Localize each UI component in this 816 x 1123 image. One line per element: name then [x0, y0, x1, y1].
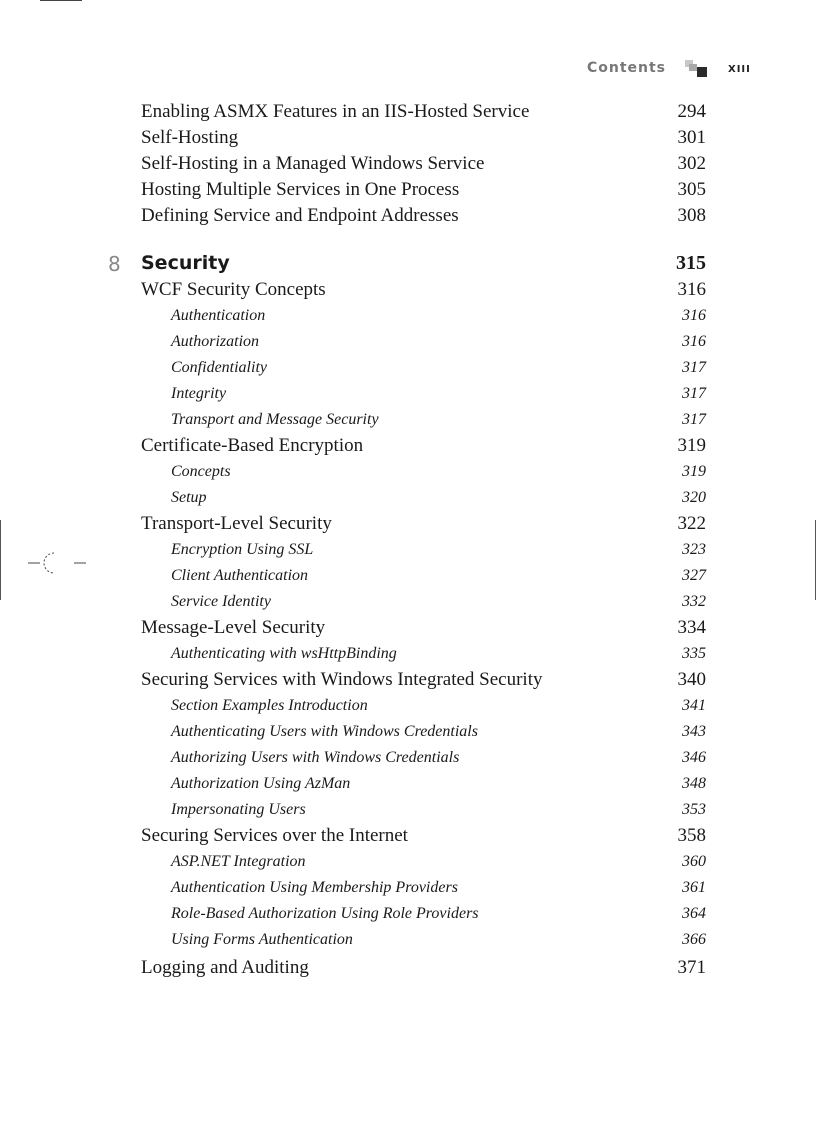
toc-subsection-title: Concepts	[171, 463, 231, 480]
toc-subsection-page: 316	[682, 333, 706, 350]
toc-subsection-page: 316	[682, 307, 706, 324]
toc-entry[interactable]	[0, 99, 816, 125]
toc-section-title: Certificate-Based Encryption	[141, 435, 364, 456]
toc-subsection[interactable]	[0, 641, 816, 667]
toc-subsection[interactable]	[0, 537, 816, 563]
toc-subsection[interactable]	[0, 693, 816, 719]
toc-entry-page: 294	[677, 101, 706, 122]
toc-subsection-page: 317	[682, 411, 706, 428]
toc-section[interactable]	[0, 667, 816, 693]
toc-subsection[interactable]	[0, 875, 816, 901]
toc-section[interactable]	[0, 433, 816, 459]
toc-subsection-page: 360	[682, 853, 706, 870]
toc-section-title: Message-Level Security	[141, 617, 326, 638]
toc-subsection-title: Impersonating Users	[171, 801, 306, 818]
toc-subsection-page: 346	[682, 749, 706, 766]
toc-subsection-title: Using Forms Authentication	[171, 931, 353, 948]
toc-subsection-title: Authorizing Users with Windows Credentials	[171, 749, 460, 766]
running-header	[0, 60, 816, 80]
chapter-number: 8	[108, 252, 121, 276]
toc-entry-page: 302	[677, 153, 706, 174]
toc-section-page: 371	[677, 957, 706, 978]
toc-entry[interactable]	[0, 177, 816, 203]
toc-entry-page: 305	[677, 179, 706, 200]
toc-subsection-title: Confidentiality	[171, 359, 267, 376]
toc-subsection-title: ASP.NET Integration	[171, 853, 306, 870]
toc-subsection[interactable]	[0, 719, 816, 745]
toc-section-page: 358	[677, 825, 706, 846]
toc-section[interactable]	[0, 511, 816, 537]
toc-subsection[interactable]	[0, 797, 816, 823]
toc-subsection-page: 366	[682, 931, 706, 948]
toc-section-page: 316	[677, 279, 706, 300]
toc-section-page: 319	[677, 435, 706, 456]
toc-entry[interactable]	[0, 151, 816, 177]
toc-subsection-page: 353	[682, 801, 706, 818]
header-section-label: Contents	[586, 60, 666, 76]
toc-section[interactable]	[0, 823, 816, 849]
header-page-number: XIII	[728, 64, 751, 75]
toc-subsection-page: 320	[682, 489, 706, 506]
toc-entry-title: Self-Hosting	[141, 127, 239, 148]
toc-subsection[interactable]	[0, 329, 816, 355]
toc-subsection[interactable]	[0, 303, 816, 329]
toc-subsection[interactable]	[0, 771, 816, 797]
toc-subsection-title: Transport and Message Security	[171, 411, 379, 428]
toc-subsection-page: 335	[682, 645, 706, 662]
toc-section-title: WCF Security Concepts	[141, 279, 326, 300]
toc-subsection[interactable]	[0, 901, 816, 927]
toc-subsection[interactable]	[0, 563, 816, 589]
toc-entry[interactable]	[0, 125, 816, 151]
toc-subsection[interactable]	[0, 407, 816, 433]
toc-subsection-page: 364	[682, 905, 706, 922]
toc-subsection-page: 319	[682, 463, 706, 480]
toc-subsection-title: Authenticating with wsHttpBinding	[171, 645, 397, 662]
toc-entry-title: Self-Hosting in a Managed Windows Service	[141, 153, 485, 174]
chapter-heading[interactable]	[0, 252, 816, 278]
toc-subsection-page: 348	[682, 775, 706, 792]
toc-section-title: Securing Services over the Internet	[141, 825, 408, 846]
toc-subsection-title: Setup	[171, 489, 207, 506]
toc-subsection-title: Authentication Using Membership Providers	[171, 879, 458, 896]
toc-subsection[interactable]	[0, 745, 816, 771]
toc-section[interactable]	[0, 615, 816, 641]
toc-subsection-title: Encryption Using SSL	[171, 541, 314, 558]
toc-subsection-title: Authenticating Users with Windows Credentials	[171, 723, 478, 740]
toc-section-title: Logging and Auditing	[141, 957, 309, 978]
toc-subsection[interactable]	[0, 355, 816, 381]
toc-subsection[interactable]	[0, 589, 816, 615]
toc-section-page: 334	[677, 617, 706, 638]
top-corner-rule	[40, 0, 82, 1]
toc-subsection-title: Client Authentication	[171, 567, 309, 584]
toc-subsection-page: 317	[682, 385, 706, 402]
toc-section-page: 340	[677, 669, 706, 690]
toc-subsection[interactable]	[0, 381, 816, 407]
toc-subsection-title: Authentication	[171, 307, 266, 324]
chapter-page: 315	[676, 252, 706, 274]
toc-entry-title: Enabling ASMX Features in an IIS-Hosted Service	[141, 101, 530, 122]
toc-subsection[interactable]	[0, 849, 816, 875]
toc-section-title: Transport-Level Security	[141, 513, 332, 534]
toc-subsection[interactable]	[0, 459, 816, 485]
toc-subsection-title: Service Identity	[171, 593, 271, 610]
toc-subsection-page: 332	[682, 593, 706, 610]
toc-section-page: 322	[677, 513, 706, 534]
toc-entry-title: Hosting Multiple Services in One Process	[141, 179, 460, 200]
toc-subsection-page: 361	[682, 879, 706, 896]
toc-section[interactable]	[0, 277, 816, 303]
header-squares-icon	[684, 60, 708, 78]
toc-entry[interactable]	[0, 203, 816, 229]
toc-subsection-title: Integrity	[171, 385, 227, 402]
toc-entry-title: Defining Service and Endpoint Addresses	[141, 205, 459, 226]
toc-subsection[interactable]	[0, 485, 816, 511]
toc-subsection-page: 317	[682, 359, 706, 376]
toc-subsection-page: 323	[682, 541, 706, 558]
toc-section-title: Securing Services with Windows Integrated Security	[141, 669, 543, 690]
toc-subsection-page: 341	[682, 697, 706, 714]
toc-section[interactable]	[0, 955, 816, 981]
toc-subsection-title: Role-Based Authorization Using Role Providers	[171, 905, 479, 922]
toc-entry-page: 308	[677, 205, 706, 226]
toc-entry-page: 301	[677, 127, 706, 148]
toc-subsection-title: Authorization	[171, 333, 260, 350]
toc-subsection-page: 327	[682, 567, 706, 584]
toc-subsection-page: 343	[682, 723, 706, 740]
toc-subsection-title: Section Examples Introduction	[171, 697, 368, 714]
chapter-title: Security	[141, 252, 230, 274]
toc-subsection[interactable]	[0, 927, 816, 953]
toc-subsection-title: Authorization Using AzMan	[171, 775, 351, 792]
